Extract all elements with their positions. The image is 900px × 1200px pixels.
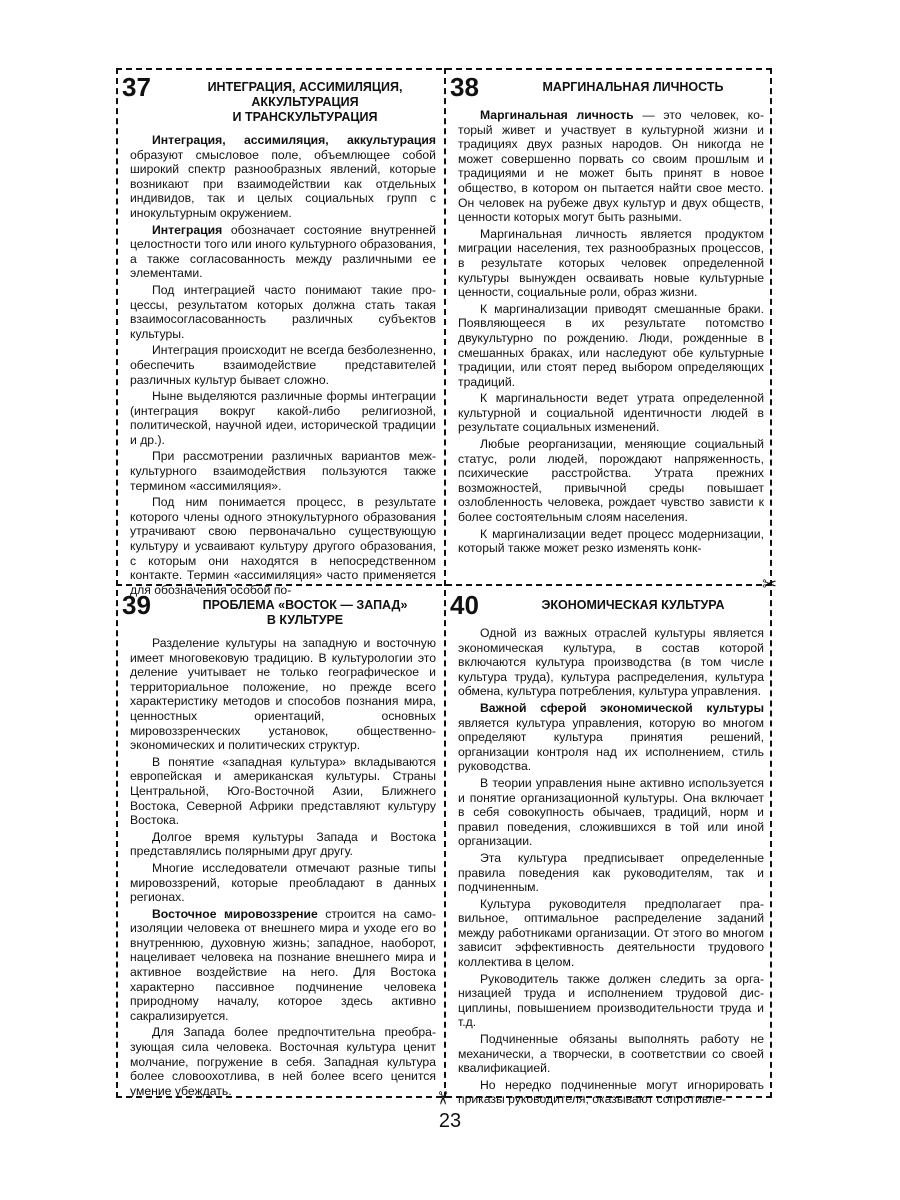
- paragraph: [458, 527, 764, 556]
- card-38: [448, 72, 768, 580]
- card-number: 40: [450, 590, 479, 620]
- page-number: 23: [438, 1110, 462, 1132]
- bold-term: Интеграция, ассимиляция, аккультурация: [152, 133, 436, 147]
- paragraph: [130, 755, 436, 828]
- paragraph: [458, 227, 764, 300]
- card-39: [120, 590, 440, 1098]
- paragraph-text: является культура управления, которую во многом определяют культура принятия решений, организации контроля над их исполнением, стиль руководства.: [458, 715, 764, 774]
- card-title: [502, 72, 768, 95]
- paragraph: [130, 343, 436, 387]
- paragraph: [458, 701, 764, 774]
- paragraph-text: В понятие «западная культура» вкладываются европейская и американская культуры. Страны Центральной, Юго-Восточной Азии, Ближнего Востока, Северной Африки представляют культуру Востока.: [130, 754, 436, 828]
- paragraph-text: строится на самоизоляции человека от внешнего мира и уходе его во внутреннюю, духовную жизнь; западное, наоборот, нацеливает человека на познание внешнего мира и активное воздействие на него. Для Востока характерно пассивное подчинение человека природному началу, которое здесь активно сакрализируется.: [130, 906, 436, 1023]
- paragraph-text: образуют смысловое поле, объемлющее собой широкий спектр разнообразных явлений, которые возникают при взаимодействии как отдельных индивидов, так и целых социальных групп с инокультурным окружением.: [130, 147, 436, 220]
- paragraph-text: Эта культура предписывает определенные правила поведения как руководителям, так и подчиненным.: [458, 850, 764, 895]
- paragraph-text: В теории управления ныне активно используется и понятие организационной культуры. Она включает в себя совокупность обычаев, традиций, норм и правил поведения, сложившихся в той или иной организации.: [458, 775, 764, 849]
- card-title-line: МАРГИНАЛЬНАЯ ЛИЧНОСТЬ: [542, 80, 724, 94]
- paragraph: [458, 437, 764, 525]
- card-number: 39: [122, 590, 151, 620]
- paragraph: [130, 389, 436, 447]
- card-title-line: АККУЛЬТУРАЦИЯ: [251, 95, 359, 109]
- paragraph: [458, 776, 764, 849]
- paragraph: [130, 283, 436, 341]
- paragraph-text: Но нередко подчиненные могут игнорировать приказы руководителя, оказывают сопротивле-: [458, 1077, 764, 1107]
- paragraph: [458, 391, 764, 435]
- scissors-icon: ✂: [432, 1090, 453, 1106]
- card-body: [448, 108, 768, 556]
- paragraph-text: Долгое время культуры Запада и Востока представлялись полярными друг другу.: [130, 829, 436, 859]
- paragraph-text: Разделение культуры на западную и восточную имеет многовековую традицию. В культурологии это деление учитывает не только географическое и территориальное положение, но прежде всего характеристику методов и способов познания мира, ценностных ориентаций, основных мировоззренческих установок, общественно-экономических и политических структур.: [130, 636, 436, 753]
- card-title-line: ИНТЕГРАЦИЯ, АССИМИЛЯЦИЯ,: [207, 80, 403, 94]
- paragraph: [130, 449, 436, 493]
- paragraph: [130, 861, 436, 905]
- card-title-line: И ТРАНСКУЛЬТУРАЦИЯ: [232, 110, 378, 124]
- card-title-line: ПРОБЛЕМА «ВОСТОК — ЗАПАД»: [202, 598, 408, 612]
- card-body: [120, 133, 440, 597]
- card-body: [448, 626, 768, 1107]
- card-37: [120, 72, 440, 597]
- paragraph: [458, 851, 764, 895]
- bold-term: Интеграция: [152, 222, 223, 237]
- bold-term: Восточное мировоззрение: [152, 906, 318, 921]
- paragraph: [130, 830, 436, 859]
- card-number: 38: [450, 72, 479, 102]
- paragraph: [130, 223, 436, 281]
- bold-term: Важной сферой экономической культуры: [480, 700, 764, 715]
- paragraph-text: К маргинализации приводят смешанные браки. Появляющееся в их результате потомство двукультурно по рождению. Люди, рожденные в смешанных браках, или наследуют обе культурные традиции, или стоят перед выбором определяющих традиций.: [458, 301, 764, 389]
- paragraph: [458, 1032, 764, 1076]
- paragraph-text: При рассмотрении различных вариантов межкультурного взаимодействия пользуются также термином «ассимиляция».: [130, 449, 436, 493]
- card-40: [448, 590, 768, 1107]
- paragraph: [130, 495, 436, 597]
- paragraph-text: Под интеграцией часто понимают такие процессы, результатом которых должна стать такая взаимосогласованность различных субъектов культуры.: [130, 282, 436, 341]
- paragraph-text: Ныне выделяются различные формы интеграции (интеграция вокруг какой-либо религиозной, политической, научной идеи, исторической традиции и др.).: [130, 389, 436, 447]
- scissors-icon: ✂: [762, 574, 778, 594]
- paragraph-text: Интеграция происходит не всегда безболезненно, обеспечить взаимодействие представителей различных культур бывает сложно.: [130, 343, 436, 387]
- bold-term: Маргинальная личность: [480, 108, 634, 122]
- paragraph-text: Подчиненные обязаны выполнять работу не механически, а творчески, в соответствии со своей квалификацией.: [458, 1032, 764, 1076]
- paragraph: [458, 1078, 764, 1107]
- paragraph: [458, 626, 764, 699]
- paragraph-text: Руководитель также должен следить за организацией труда и исполнением трудовой дисциплины, повышением производительности труда и т.д.: [458, 971, 764, 1030]
- paragraph: [130, 133, 436, 221]
- card-title-line: ЭКОНОМИЧЕСКАЯ КУЛЬТУРА: [541, 598, 725, 612]
- paragraph-text: Маргинальная личность является продуктом миграции населения, тех разнообразных процессов, в результате которых человек определенной культуры вынужден осваивать новые культурные ценности, социальные роли, образ жизни.: [458, 226, 764, 300]
- vertical-cut-line: [444, 68, 446, 1098]
- paragraph-text: Культура руководителя предполагает правильное, оптимальное распределение заданий между работниками организации. От этого во многом зависит эффективность деятельности трудового коллектива в целом.: [458, 896, 764, 970]
- paragraph: [130, 636, 436, 753]
- paragraph-text: обозначает состояние внутренней целостности того или иного культурного образования, а также согласованность между различными ее элементами.: [130, 222, 436, 281]
- paragraph: [458, 302, 764, 390]
- paragraph: [130, 907, 436, 1024]
- paragraph-text: — это человек, который живет и участвует в культурной жизни и традициях двух разных народов. Он никогда не может совершенно порвать со своим прошлым и традициями и не может быть принят в новое общество, в котором он пытается найти свое место. Он человек на рубеже двух культур и двух обществ, ценности которых могут быть разными.: [458, 108, 764, 225]
- paragraph: [130, 1025, 436, 1098]
- paragraph-text: Многие исследователи отмечают разные типы мировоззрений, которые преобладают в данных регионах.: [130, 860, 436, 905]
- paragraph-text: К маргинальности ведет утрата определенной культурной и социальной идентичности людей в результате социальных изменений.: [458, 391, 764, 435]
- paragraph-text: Под ним понимается процесс, в результате которого члены одного этнокультурного образования утрачивают свою первоначально существующую культуру и усваивают культуру другого образования, с которым они находятся в непосредственном контакте. Термин «ассимиляция» часто применяется для обозначения особой по-: [130, 495, 436, 597]
- paragraph-text: К маргинализации ведет процесс модернизации, который также может резко изменять конк-: [458, 526, 764, 556]
- paragraph-text: Для Запада более предпочтительна преобразующая сила человека. Восточная культура ценит молчание, погружение в себя. Западная культура более словоохотлива, в ней более всего ценится умение убеждать.: [130, 1025, 436, 1098]
- paragraph-text: Одной из важных отраслей культуры является экономическая культура, в состав которой включаются культура производства (в том числе культура труда), культура распределения, культура обмена, культура потребления, культура управления.: [458, 626, 764, 699]
- card-title: [174, 590, 440, 628]
- paragraph: [458, 897, 764, 970]
- card-title: [502, 590, 768, 613]
- card-body: [120, 636, 440, 1098]
- paragraph: [458, 972, 764, 1030]
- card-title: [174, 72, 440, 125]
- paragraph-text: Любые реорганизации, меняющие социальный статус, роли людей, порождают напряженность, психические расстройства. Утрата прежних возможностей, привычной среды повышает озлобленность человека, рождает чувство зависти к более состоятельным слоям населения.: [458, 437, 764, 525]
- card-number: 37: [122, 72, 151, 102]
- card-title-line: В КУЛЬТУРЕ: [266, 613, 344, 627]
- paragraph: [458, 108, 764, 225]
